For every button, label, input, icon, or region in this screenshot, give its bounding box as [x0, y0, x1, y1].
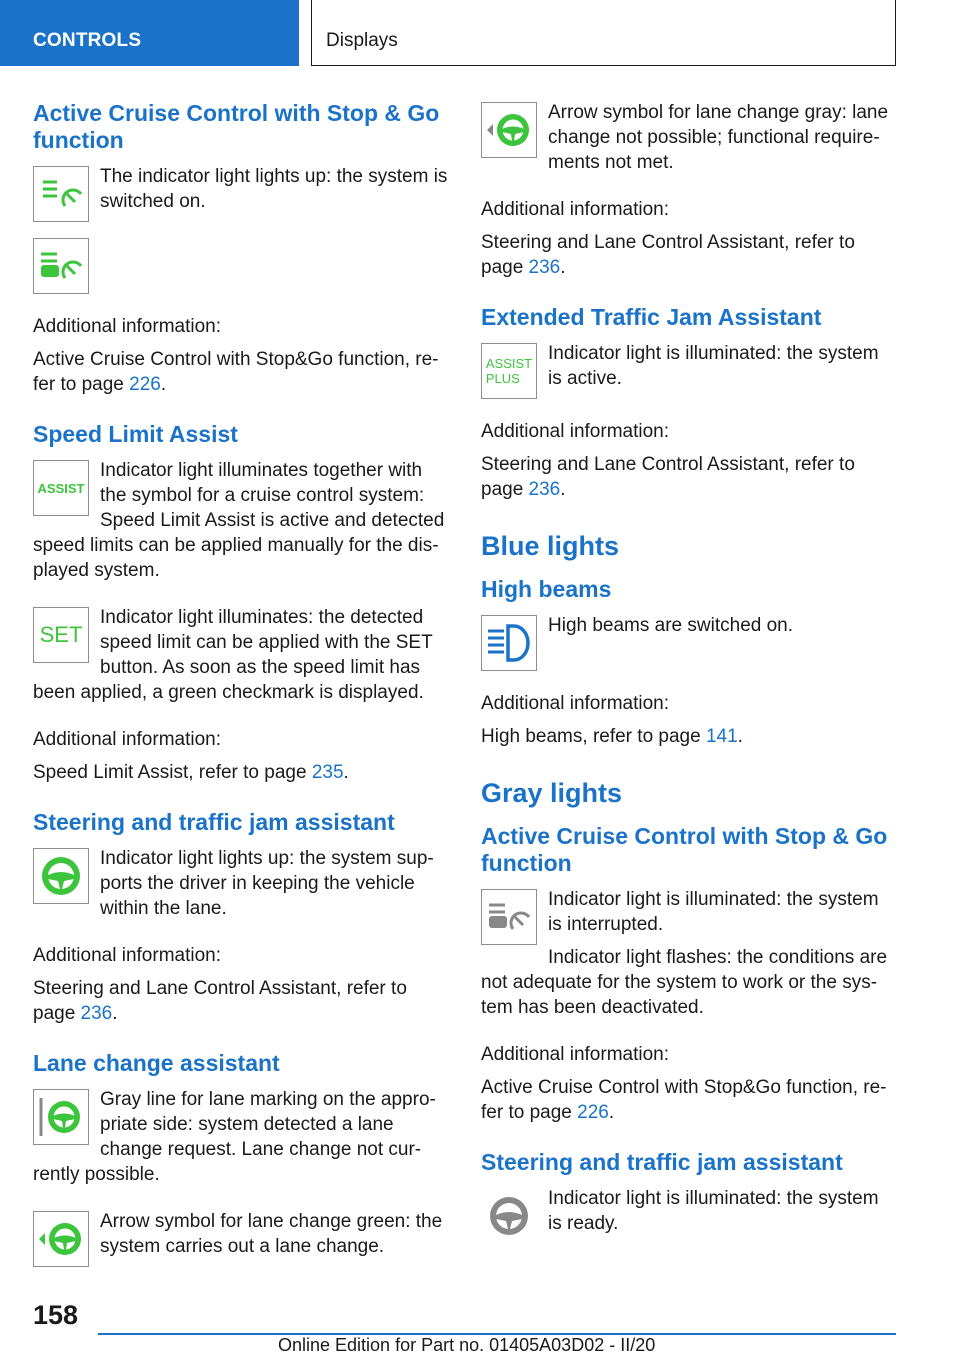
steering-wheel-green-icon	[33, 848, 89, 904]
cruise-control-green-icon	[33, 166, 89, 222]
acc-entry-2	[33, 236, 449, 300]
lane-change-gray-arrow-icon	[481, 102, 537, 158]
lane-change-gray-line-icon	[33, 1089, 89, 1145]
gray-acc-info-label: Additional information:	[481, 1044, 669, 1065]
section-title: Displays	[311, 0, 896, 66]
page-link-141[interactable]: 141	[705, 726, 738, 747]
etja-info: Steering and Lane Control Assistant, refer to page 236.	[481, 454, 855, 500]
high-beams-description: High beams are switched on.	[548, 615, 794, 636]
etja-description: Indicator light is illuminated: the system is active.	[548, 343, 879, 389]
gray-acc-info: Active Cruise Control with Stop&Go function, re-fer to page 226.	[481, 1077, 887, 1123]
assist-plus-green-icon	[481, 343, 537, 399]
gray-acc-description-2: Indicator light flashes: the conditions are not adequate for the system to work or the sys-tem has been deactivated.	[481, 947, 888, 1018]
gray-sta-description: Indicator light is illuminated: the system is ready.	[548, 1188, 879, 1234]
sta-info: Steering and Lane Control Assistant, refer to page 236.	[33, 978, 407, 1024]
sla-heading: Speed Limit Assist	[33, 421, 238, 447]
acc-entry	[33, 164, 449, 228]
gray-acc-description-1: Indicator light is illuminated: the system is interrupted.	[548, 889, 879, 935]
set-green-icon	[33, 607, 89, 663]
gray-acc-entry	[481, 887, 897, 1028]
gray-acc-heading: Active Cruise Control with Stop & Go function	[481, 823, 888, 876]
sta-heading: Steering and traffic jam assistant	[33, 809, 395, 835]
lca-entry-3	[481, 100, 897, 183]
page-link-226[interactable]: 226	[129, 374, 161, 395]
cruise-control-gray-icon	[481, 889, 537, 945]
sla-info: Speed Limit Assist, refer to page 235.	[33, 762, 349, 783]
assist-icon-text: ASSIST	[37, 480, 85, 496]
lca-heading: Lane change assistant	[33, 1050, 280, 1076]
sla-entry	[33, 458, 449, 591]
etja-heading: Extended Traffic Jam Assistant	[481, 304, 822, 330]
page-link-235[interactable]: 235	[311, 762, 344, 783]
sta-entry	[33, 846, 449, 929]
etja-entry	[481, 341, 897, 405]
etja-info-label: Additional information:	[481, 421, 669, 442]
assist-green-icon	[33, 460, 89, 516]
sla-info-label: Additional information:	[33, 729, 221, 750]
acc-heading: Active Cruise Control with Stop & Go function	[33, 100, 440, 153]
high-beams-entry	[481, 613, 897, 677]
lca-info-label: Additional information:	[481, 199, 669, 220]
high-beams-info: High beams, refer to page 141.	[481, 726, 743, 747]
page-link-236[interactable]: 236	[528, 257, 561, 278]
chapter-tab: CONTROLS	[0, 0, 299, 66]
lane-change-green-arrow-icon	[33, 1211, 89, 1267]
page-link-226[interactable]: 226	[577, 1102, 609, 1123]
sta-info-label: Additional information:	[33, 945, 221, 966]
assist-plus-icon-text: ASSIST PLUS	[485, 356, 533, 386]
sla-set-description: Indicator light illuminates: the detected speed limit can be applied with the SET button. As soon as the speed limit has been applied, a green checkmark is displayed.	[33, 607, 433, 703]
set-icon-text: SET	[39, 622, 83, 647]
page-link-236[interactable]: 236	[528, 479, 561, 500]
blue-lights-heading: Blue lights	[481, 531, 620, 561]
gray-lights-heading: Gray lights	[481, 778, 623, 808]
sla-set-entry	[33, 605, 449, 713]
steering-wheel-gray-icon	[481, 1188, 537, 1244]
page-number: 158	[33, 1300, 79, 1330]
high-beams-heading: High beams	[481, 576, 612, 602]
sta-description: Indicator light lights up: the system sup-ports the driver in keeping the vehicle within the lane.	[100, 848, 434, 919]
sla-description: Indicator light illuminates together with the symbol for a cruise control system: Speed Limit Assist is active and detected speed limits can be applied manually for the dis-played system.	[33, 460, 445, 581]
acc-info-label: Additional information:	[33, 316, 221, 337]
lca-description-1: Gray line for lane marking on the appro-priate side: system detected a lane change request. Lane change not cur-rently possible.	[33, 1089, 436, 1185]
high-beams-info-label: Additional information:	[481, 693, 669, 714]
lca-entry-1	[33, 1087, 449, 1195]
acc-description: The indicator light lights up: the system is switched on.	[100, 166, 448, 212]
left-column	[33, 100, 449, 1281]
lca-info: Steering and Lane Control Assistant, refer to page 236.	[481, 232, 855, 278]
acc-info: Active Cruise Control with Stop&Go function, re-fer to page 226.	[33, 349, 439, 395]
page-link-236[interactable]: 236	[80, 1003, 113, 1024]
gray-sta-entry	[481, 1186, 897, 1250]
lca-description-3: Arrow symbol for lane change gray: lane change not possible; functional require-ments not met.	[548, 102, 889, 173]
lca-description-2: Arrow symbol for lane change green: the system carries out a lane change.	[100, 1211, 443, 1257]
gray-sta-heading: Steering and traffic jam assistant	[481, 1149, 843, 1175]
cruise-control-vehicle-green-icon	[33, 238, 89, 294]
high-beam-blue-icon	[481, 615, 537, 671]
footer-edition: Online Edition for Part no. 01405A03D02 - II/20	[278, 1335, 656, 1355]
lca-entry-2	[33, 1209, 449, 1273]
right-column	[481, 100, 897, 1258]
